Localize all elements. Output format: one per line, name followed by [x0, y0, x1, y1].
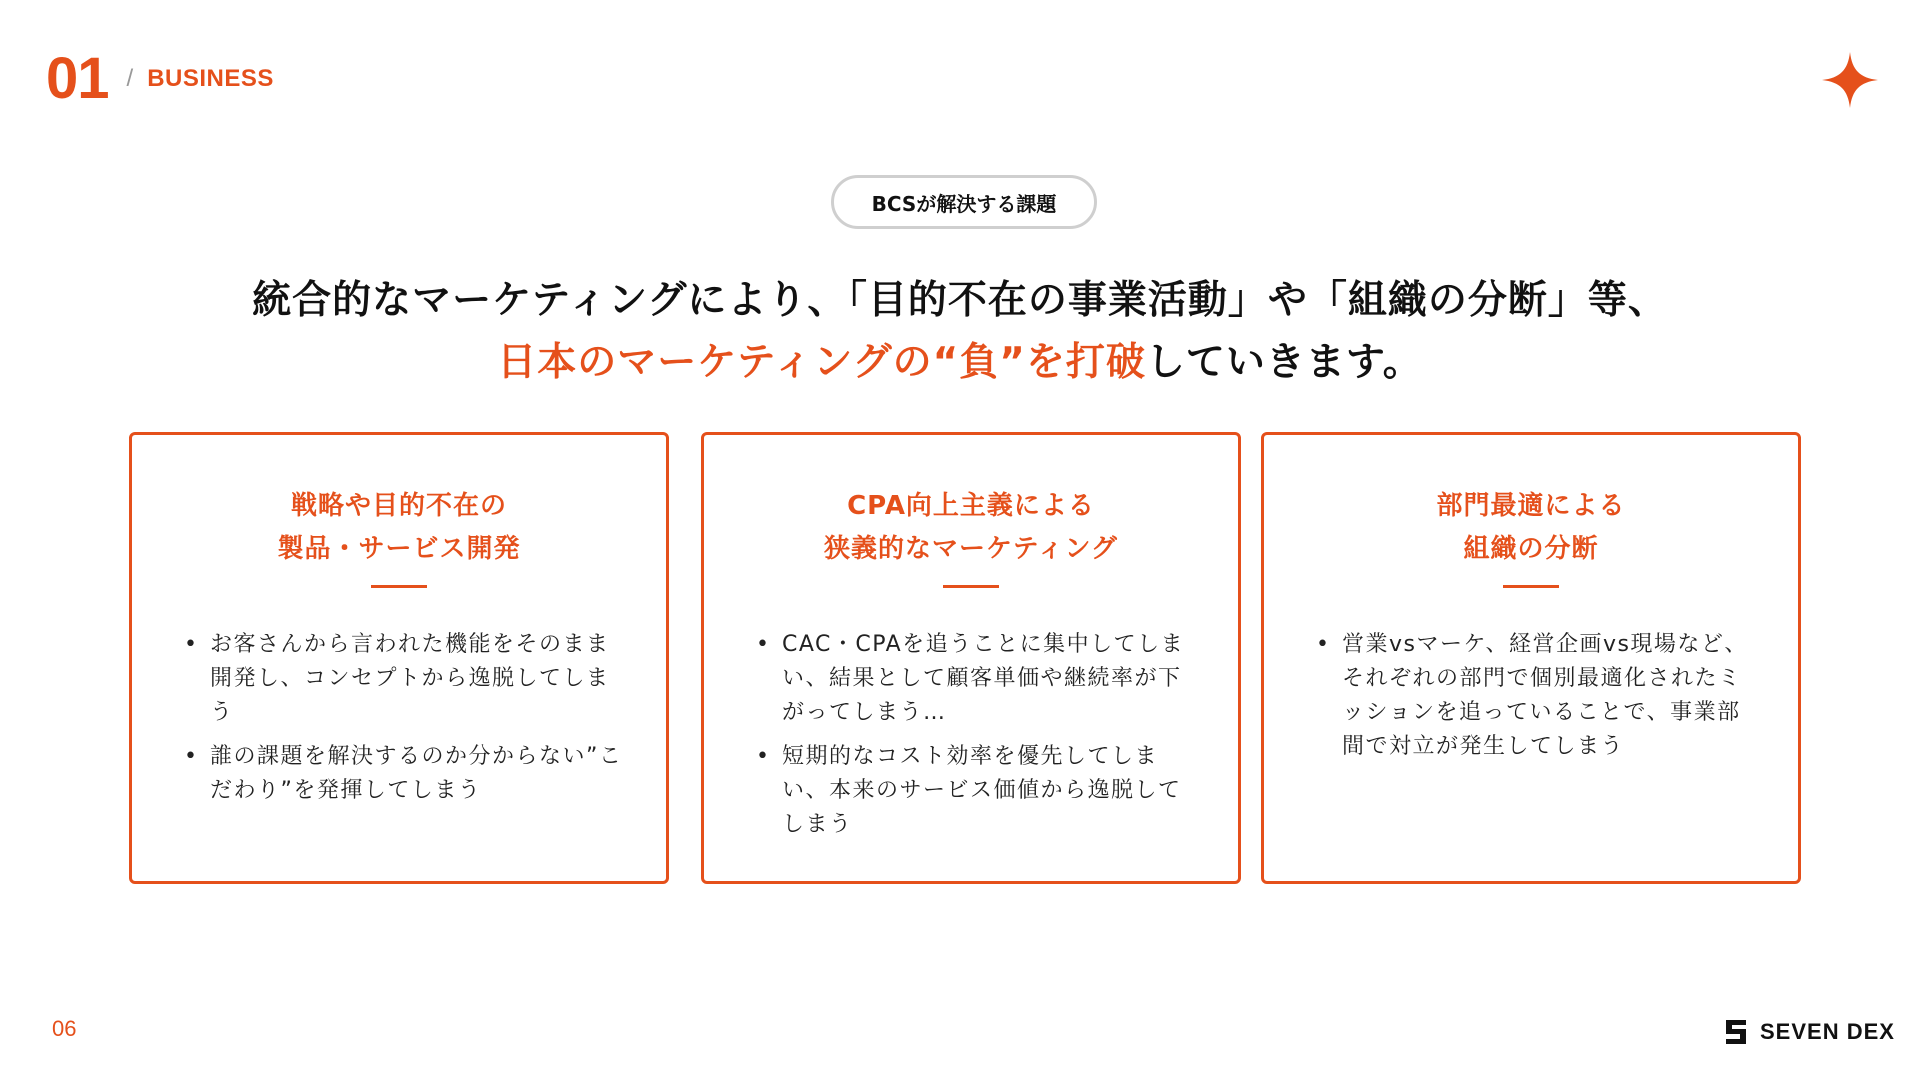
- card-title: [132, 485, 666, 571]
- card-bullet: • 誰の課題を解決するのか分からない”こだわり”を発揮してしまう: [184, 740, 626, 808]
- headline-accent: 日本のマーケティングの“負”を打破: [497, 340, 1146, 385]
- problem-card-2: [701, 432, 1241, 884]
- headline-line-2: [0, 332, 1920, 394]
- card-bullet-list: [1264, 628, 1798, 764]
- brand-logo: [1724, 1018, 1895, 1046]
- card-title-underline: [943, 585, 999, 588]
- card-title-line-2: 組織の分断: [1463, 534, 1599, 564]
- headline-rest: していきます。: [1145, 340, 1423, 385]
- card-bullet: • 短期的なコスト効率を優先してしまい、本来のサービス価値から逸脱してしまう: [756, 740, 1198, 842]
- card-title-line-1: CPA向上主義による: [847, 491, 1095, 521]
- headline-line-1: 統合的なマーケティングにより、「目的不在の事業活動」や「組織の分断」等、: [252, 278, 1668, 323]
- card-bullet: • CAC・CPAを追うことに集中してしまい、結果として顧客単価や継続率が下がってしまう…: [756, 628, 1198, 730]
- section-number: 01: [46, 46, 109, 111]
- card-title-line-1: 戦略や目的不在の: [290, 491, 507, 521]
- card-bullet: • お客さんから言われた機能をそのまま開発し、コンセプトから逸脱してしまう: [184, 628, 626, 730]
- card-title: [704, 485, 1238, 571]
- card-title-line-1: 部門最適による: [1436, 491, 1626, 521]
- card-title-underline: [371, 585, 427, 588]
- section-label: BUSINESS: [147, 65, 274, 92]
- topic-pill: BCSが解決する課題: [831, 175, 1097, 229]
- card-title: [1264, 485, 1798, 571]
- problem-card-3: [1261, 432, 1801, 884]
- four-point-star-icon: [1822, 52, 1878, 108]
- problem-card-1: [129, 432, 669, 884]
- card-title-line-2: 狭義的なマーケティング: [824, 534, 1118, 564]
- section-divider-slash: /: [126, 65, 134, 92]
- section-header: [46, 46, 274, 111]
- headline: [0, 270, 1920, 394]
- seven-dex-logo-icon: [1724, 1018, 1748, 1046]
- card-bullet: • 営業vsマーケ、経営企画vs現場など、それぞれの部門で個別最適化されたミッションを追っていることで、事業部間で対立が発生してしまう: [1316, 628, 1758, 764]
- brand-name: SEVEN DEX: [1760, 1019, 1895, 1044]
- card-title-line-2: 製品・サービス開発: [277, 534, 521, 564]
- page-number: 06: [52, 1016, 77, 1041]
- card-bullet-list: [704, 628, 1238, 842]
- card-title-underline: [1503, 585, 1559, 588]
- card-bullet-list: [132, 628, 666, 808]
